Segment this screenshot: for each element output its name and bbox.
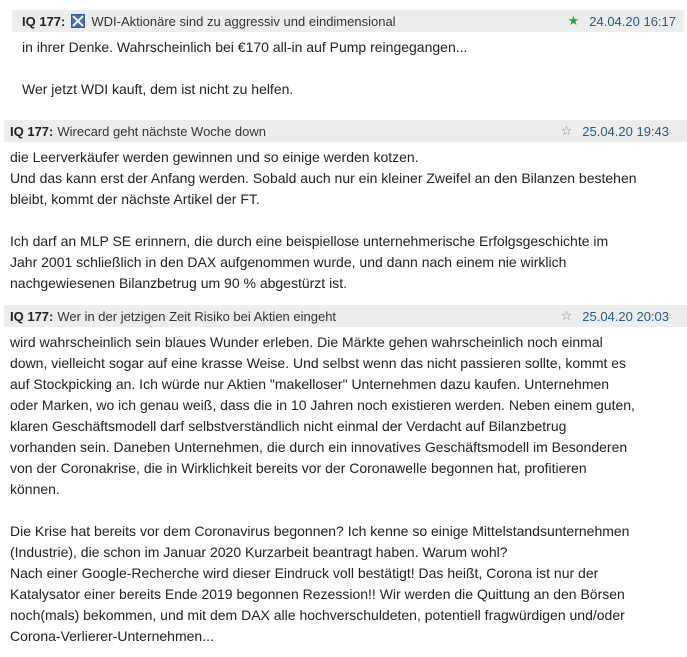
post-subject[interactable]: WDI-Aktionäre sind zu aggressiv und eindimensional xyxy=(91,13,396,29)
post-body: in ihrer Denke. Wahrscheinlich bei €170 all-in auf Pump reingegangen... Wer jetzt WDI kauft, dem ist nicht zu helfen. xyxy=(22,39,468,97)
post-header xyxy=(4,305,687,327)
post-subject[interactable]: Wirecard geht nächste Woche down xyxy=(57,123,266,139)
favorite-star-icon[interactable]: ★ xyxy=(567,13,580,28)
post-date: 25.04.20 20:03 xyxy=(582,308,669,324)
post-author[interactable]: IQ 177: xyxy=(10,308,54,324)
post-subject[interactable]: Wer in der jetzigen Zeit Risiko bei Aktien eingeht xyxy=(57,308,337,324)
post-header xyxy=(12,10,684,32)
post-author[interactable]: IQ 177: xyxy=(10,123,54,139)
favorite-star-icon[interactable]: ☆ xyxy=(560,308,573,323)
post-date: 24.04.20 16:17 xyxy=(589,13,676,29)
thread-collapse-icon[interactable] xyxy=(71,14,85,28)
post-body: die Leerverkäufer werden gewinnen und so einige werden kotzen. Und das kann erst der Anfang werden. Sobald auch nur ein kleiner Zweifel an den Bilanzen bestehen bleibt, kommt der nächste Artikel der FT. Ich darf an MLP SE erinnern, die durch eine beispiellose unternehmerische Erfolgsgeschichte im Jahr 2001 schließlich in den DAX aufgenommen wurde, und dann nach einem nie wirklich nachgewiesenen Bilanzbetrug um 90 % abgestürzt ist. xyxy=(10,149,637,291)
post-body: wird wahrscheinlich sein blaues Wunder erleben. Die Märkte gehen wahrscheinlich noch einmal down, vielleicht sogar auf eine krasse Weise. Und selbst wenn das nicht passieren sollte, kommt es auf Stockpicking an. Ich würde nur Aktien "makelloser" Unternehmen dazu kaufen. Unternehmen oder Marken, wo ich genau weiß, dass die in 10 Jahren noch existieren werden. Neben einem guten, klaren Geschäftsmodell darf selbstverständlich nicht einmal der Verdacht auf Bilanzbetrug vorhanden sein. Daneben Unternehmen, die durch ein innovatives Geschäftsmodell im Besonderen von der Coronakrise, die in Wirklichkeit bereits vor der Coronawelle begonnen hat, profitieren können. Die Krise hat bereits vor dem Coronavirus begonnen? Ich kenne so einige Mittelstandsunternehmen (Industrie), die schon im Januar 2020 Kurzarbeit beantragt haben. Warum wohl? Nach einer Google-Recherche wird dieser Eindruck voll bestätigt! Das heißt, Corona ist nur der Katalysator einer bereits Ende 2019 begonnen Rezession!! Wir werden die Quittung an den Börsen noch(mals) bekommen, und mit dem DAX alle hochverschuldeten, potentiell fragwürdigen und/oder Corona-Verlierer-Unternehmen... xyxy=(10,334,635,644)
post-header xyxy=(4,120,687,142)
post-date: 25.04.20 19:43 xyxy=(582,123,669,139)
favorite-star-icon[interactable]: ☆ xyxy=(560,123,573,138)
post-author[interactable]: IQ 177: xyxy=(22,13,66,29)
